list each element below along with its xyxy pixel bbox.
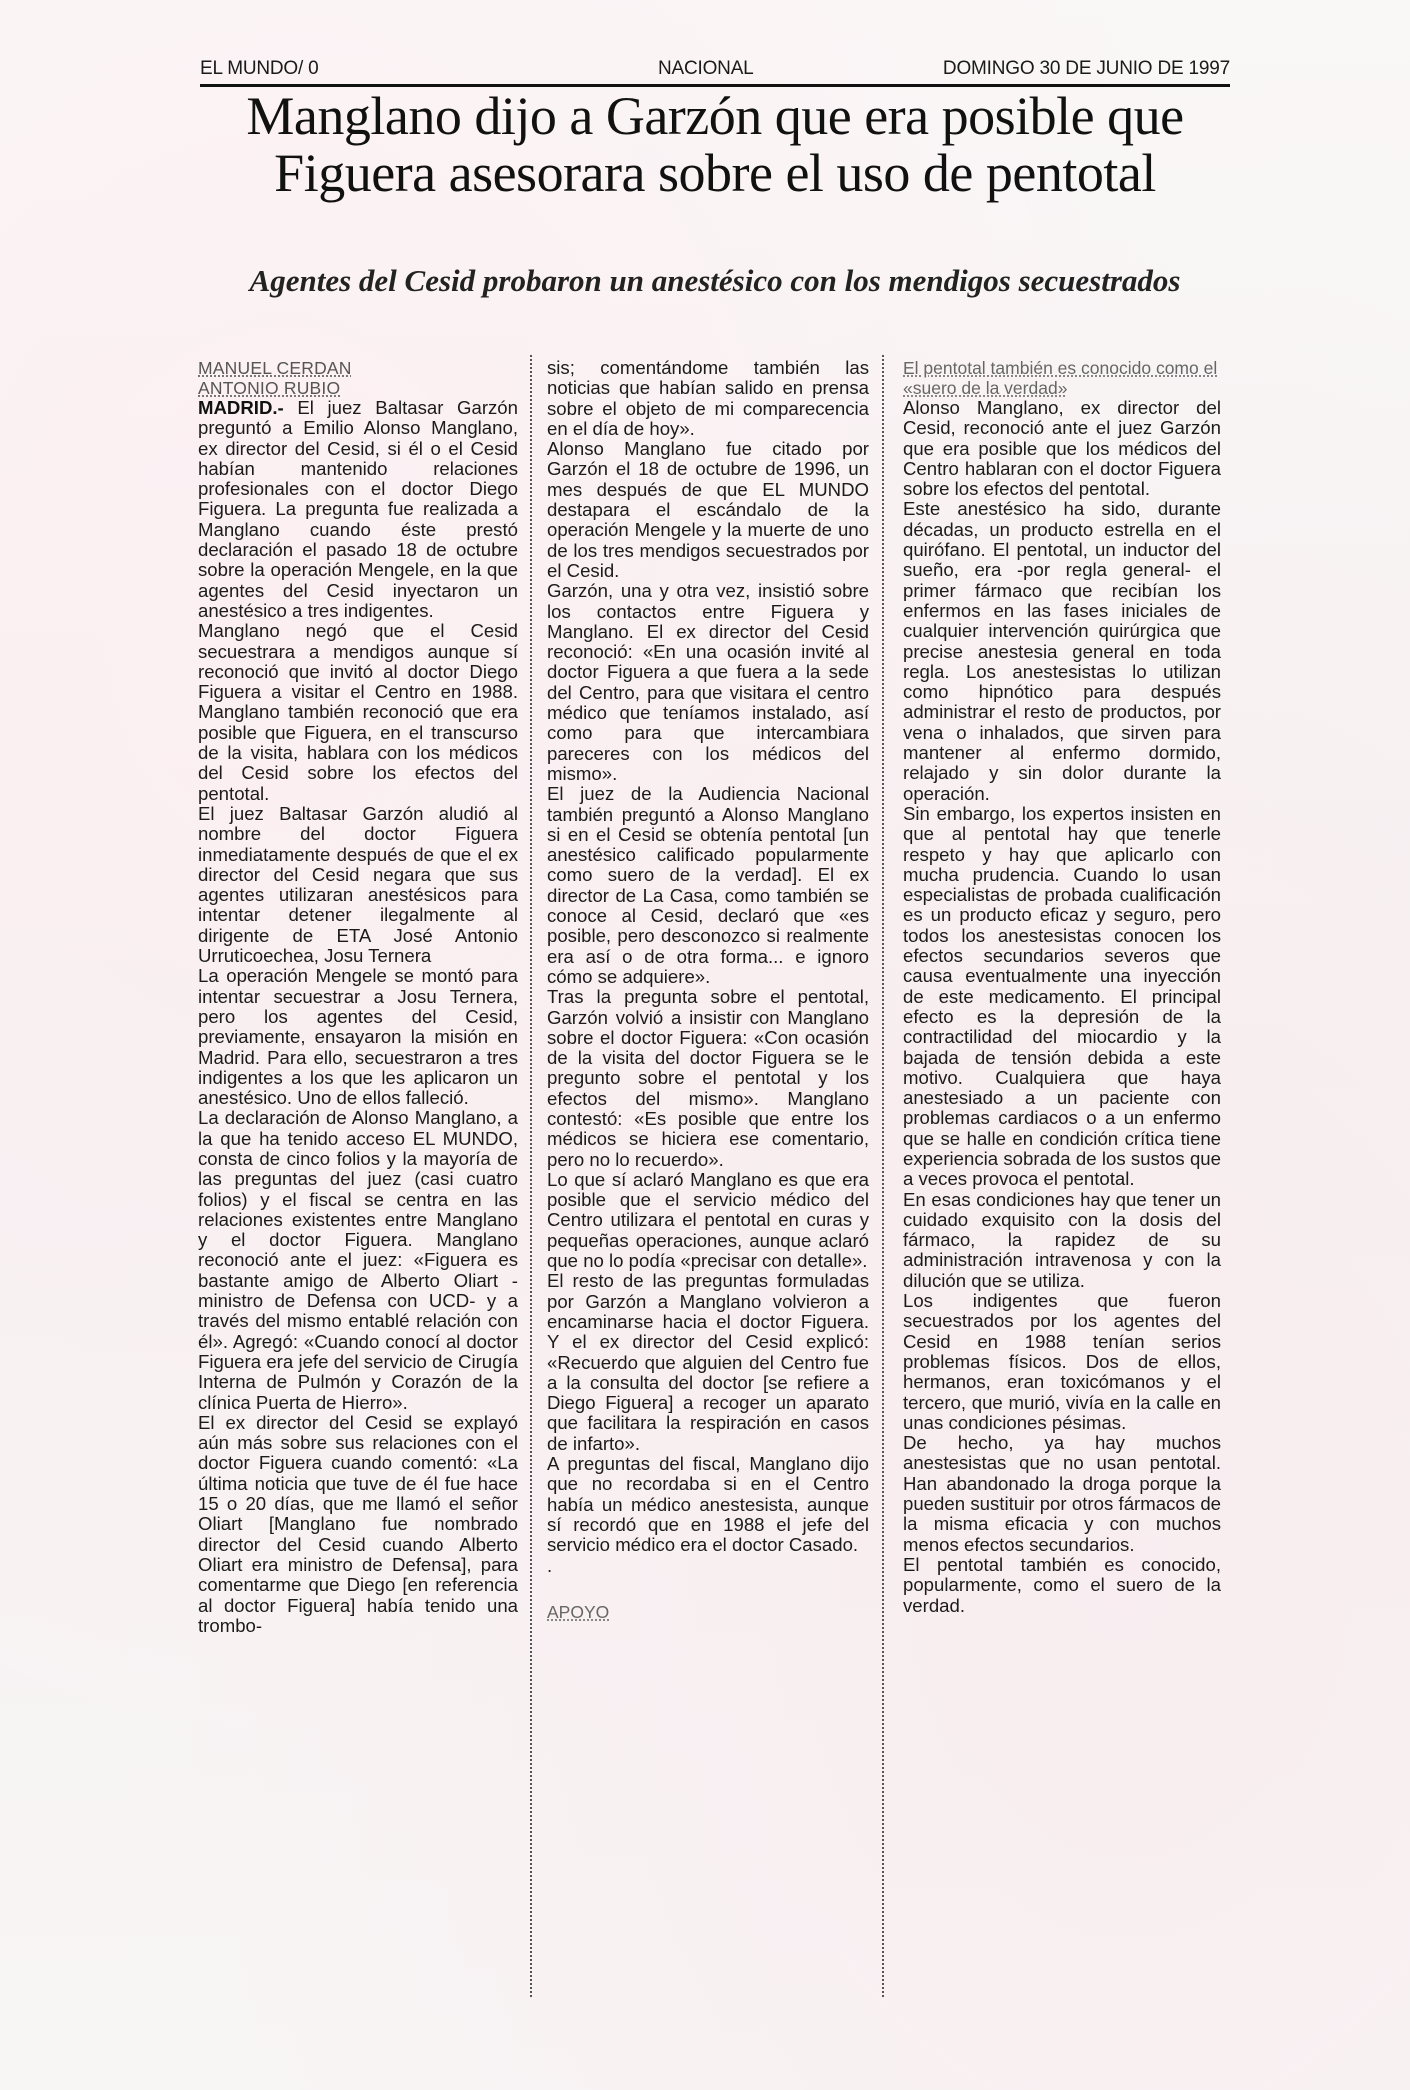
article-paragraph [198, 398, 518, 621]
column-divider [530, 355, 532, 1997]
folio-section: NACIONAL [658, 58, 754, 79]
article-paragraph: La operación Mengele se montó para intentar secuestrar a Josu Ternera, pero los agentes del Cesid, previamente, ensayaron la misión en Madrid. Para ello, secuestraron a tres indigentes a los que les aplicaron un anestésico. Uno de ellos falleció. [198, 965, 518, 1109]
sidebar-paragraph: De hecho, ya hay muchos anestesistas que no usan pentotal. Han abandonado la droga porque la pueden sustituir por otros fármacos de la misma eficacia y con muchos menos efectos secundarios. [903, 1432, 1221, 1555]
sidebar-paragraph: Este anestésico ha sido, durante décadas, un producto estrella en el quirófano. El pentotal, un inductor del sueño, era -por regla general- el primer fármaco que recibían los enfermos en las fases iniciales de cualquier intervención quirúrgica que precise anestesia general en toda regla. Los anestesistas lo utilizan como hipnótico para después administrar el resto de productos, por vena o inhalados, que sirven para mantener al enfermo dormido, relajado y sin dolor durante la operación. [903, 498, 1221, 804]
byline-author[interactable]: ANTONIO RUBIO [198, 378, 341, 398]
article-paragraph: Tras la pregunta sobre el pentotal, Garzón volvió a insistir con Manglano sobre el doctor Figuera: «Con ocasión de la visita del doctor Figuera se le pregunto sobre el pentotal y los efectos del mismo». Manglano contestó: «Es posible que entre los médicos se hiciera ese comentario, pero no lo recuerdo». [547, 986, 869, 1170]
subheadline: Agentes del Cesid probaron un anestésico con los mendigos secuestrados [249, 263, 1181, 298]
sidebar-paragraph: En esas condiciones hay que tener un cuidado exquisito con la dosis del fármaco, la rapidez de su administración intravenosa y con la dilución que se utiliza. [903, 1188, 1221, 1291]
article-paragraph: El juez Baltasar Garzón aludió al nombre del doctor Figuera inmediatamente después de que el ex director del Cesid negara que sus agentes utilizaran anestésicos para intentar detener ilegalmente al dirigente de ETA José Antonio Urruticoechea, Josu Ternera [198, 802, 518, 967]
column-divider [882, 355, 884, 1997]
article-paragraph: A preguntas del fiscal, Manglano dijo que no recordaba si en el Centro había un médico anestesista, aunque sí recordó que en 1988 el jefe del servicio médico era el doctor Casado. [547, 1453, 869, 1556]
article-paragraph: El resto de las preguntas formuladas por Garzón a Manglano volvieron a encaminarse hacia el doctor Figuera. Y el ex director del Cesid explicó: «Recuerdo que alguien del Centro fue a la consulta del doctor [se refiere a Diego Figuera] a recoger un aparato que facilitara la respiración en casos de infarto». [547, 1270, 869, 1454]
sidebar-heading[interactable]: El pentotal también es conocido como el «suero de la verdad» [903, 358, 1218, 398]
byline-author[interactable]: MANUEL CERDAN [198, 358, 352, 378]
article-paragraph: sis; comentándome también las noticias que habían salido en prensa sobre el objeto de mi comparecencia en el día de hoy». [547, 357, 869, 439]
paragraph-text: El juez Baltasar Garzón preguntó a Emilio Alonso Manglano, ex director del Cesid, si él o el Cesid habían mantenido relaciones profesionales con el doctor Diego Figuera. La pregunta fue realizada a Manglano cuando éste prestó declaración el pasado 18 de octubre sobre la operación Mengele, en la que agentes del Cesid inyectaron un anestésico a tres indigentes. [198, 397, 518, 621]
article-paragraph: Garzón, una y otra vez, insistió sobre los contactos entre Figuera y Manglano. El ex director del Cesid reconoció: «En una ocasión invité al doctor Figuera a que fuera a la sede del Centro, para que visitara el centro médico que teníamos instalado, así como para que intercambiara pareceres con los médicos del mismo». [547, 580, 869, 784]
article-paragraph: El ex director del Cesid se explayó aún más sobre sus relaciones con el doctor Figuera cuando comentó: «La última noticia que tuve de él fue hace 15 o 20 días, que me llamó el señor Oliart [Manglano fue nombrado director del Cesid cuando Alberto Oliart era ministro de Defensa], para comentarme que Diego [en referencia al doctor Figuera] había tenido una trombo- [198, 1411, 518, 1636]
apoyo-link[interactable]: APOYO [547, 1601, 610, 1622]
headline: Manglano dijo a Garzón que era posible que Figuera asesorara sobre el uso de pentotal [246, 86, 1184, 203]
sidebar-paragraph: Alonso Manglano, ex director del Cesid, reconoció ante el juez Garzón que era posible que los médicos del Centro hablaran con el doctor Figuera sobre los efectos del pentotal. [903, 397, 1221, 500]
stray-mark: . [547, 1554, 553, 1576]
sidebar-paragraph: El pentotal también es conocido, popularmente, como el suero de la verdad. [903, 1553, 1221, 1616]
article-paragraph: Manglano negó que el Cesid secuestrara a mendigos aunque sí reconoció que invitó al doctor Diego Figuera a visitar el Centro en 1988. Manglano también reconoció que era posible que Figuera, en el transcurso de la visita, hablara con los médicos del Cesid sobre los efectos del pentotal. [198, 620, 518, 804]
sidebar-column [903, 358, 1221, 1616]
folio-bar [200, 58, 1230, 87]
folio-date: DOMINGO 30 DE JUNIO DE 1997 [942, 58, 1230, 79]
dateline: MADRID.- [198, 397, 284, 418]
folio-newspaper-page: EL MUNDO/ 0 [200, 58, 319, 79]
article-paragraph: La declaración de Alonso Manglano, a la que ha tenido acceso EL MUNDO, consta de cinco folios y la mayoría de las preguntas del juez (casi cuatro folios) y el fiscal se centra en las relaciones existentes entre Manglano y el doctor Figuera. Manglano reconoció ante el juez: «Figuera es bastante amigo de Alberto Oliart -ministro de Defensa con UCD- y a través del mismo entablé relación con él». Agregó: «Cuando conocí al doctor Figuera era jefe del servicio de Cirugía Interna de Pulmón y Corazón de la clínica Puerta de Hierro». [198, 1107, 518, 1413]
article-paragraph: El juez de la Audiencia Nacional también preguntó a Alonso Manglano si en el Cesid se obtenía pentotal [un anestésico calificado popularmente como suero de la verdad]. El ex director de La Casa, como también se conoce al Cesid, declaró que «es posible, pero desconozco si realmente era así o de otra forma... e ignoro cómo se adquiere». [547, 783, 869, 987]
article-column-1 [198, 358, 518, 1636]
article-paragraph: Alonso Manglano fue citado por Garzón el 18 de octubre de 1996, un mes después de que EL MUNDO destapara el escándalo de la operación Mengele y la muerte de uno de los tres mendigos secuestrados por el Cesid. [547, 438, 869, 581]
article-paragraph: Lo que sí aclaró Manglano es que era posible que el servicio médico del Centro utilizara el pentotal en curas y pequeñas operaciones, aunque aclaró que no lo podía «precisar con detalle». [547, 1168, 869, 1272]
sidebar-paragraph: Sin embargo, los expertos insisten en que al pentotal hay que tenerle respeto y hay que aplicarlo con mucha prudencia. Cuando lo usan especialistas de probada cualificación es un producto eficaz y seguro, pero todos los anestesistas conocen los efectos secundarios severos que causa eventualmente una inyección de este medicamento. El principal efecto es la depresión de la contractilidad del miocardio y la bajada de tensión debida a este motivo. Cualquiera que haya anestesiado a un paciente con problemas cardiacos o a un enfermo que se halle en condición crítica tiene experiencia sobrada de los sustos que a veces provoca el pentotal. [903, 802, 1221, 1190]
article-column-2 [547, 358, 869, 1622]
sidebar-paragraph: Los indigentes que fueron secuestrados por los agentes del Cesid en 1988 tenían serios problemas físicos. Dos de ellos, hermanos, eran toxicómanos y el tercero, que murió, vivía en la calle en unas condiciones pésimas. [903, 1290, 1221, 1433]
